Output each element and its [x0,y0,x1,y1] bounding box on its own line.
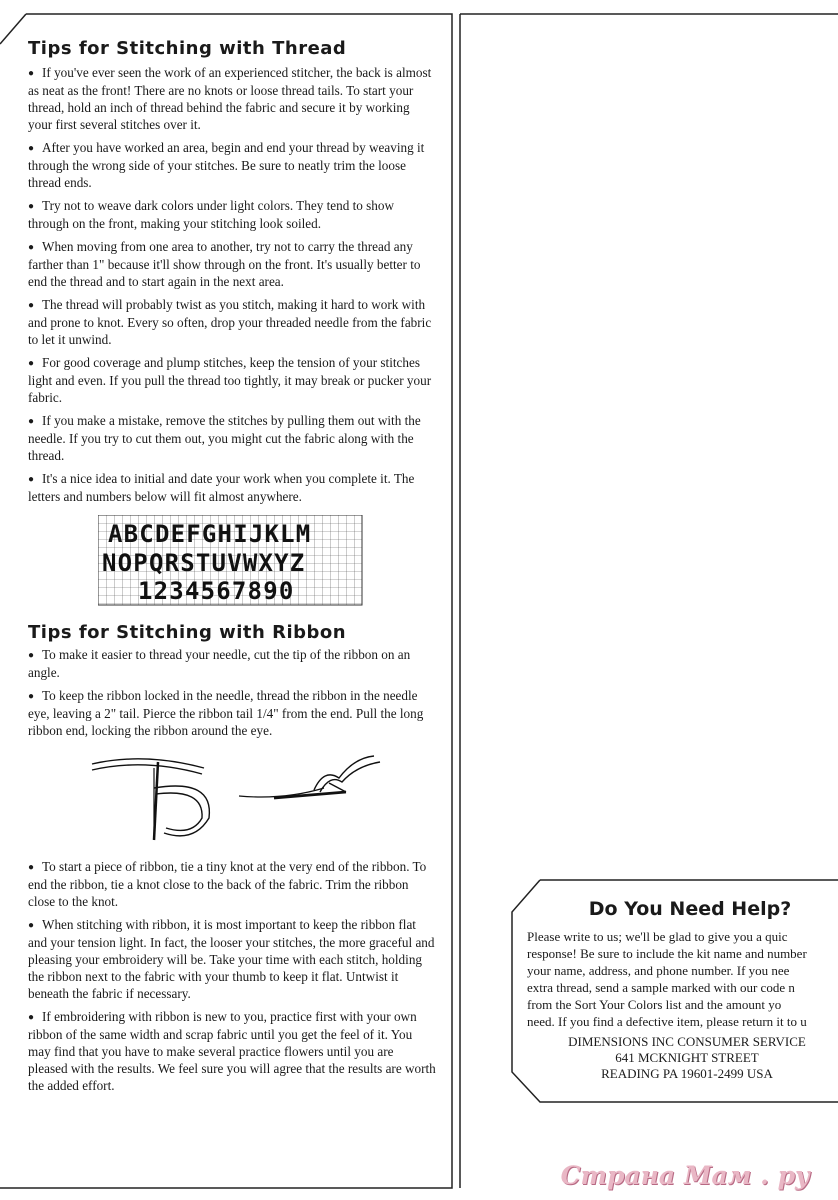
address-line: 641 MCKNIGHT STREET [615,1050,759,1065]
address-line: READING PA 19601-2499 USA [601,1066,773,1081]
ribbon-tip: ● To start a piece of ribbon, tie a tiny knot at the very end of the ribbon. To end the ribbon, tie a knot close to the back of the fabric. Trim the ribbon close to the knot. [28,859,427,909]
ribbon-tip: ● To keep the ribbon locked in the needle, thread the ribbon in the needle eye, leaving a 2" tail. Pierce the ribbon tail 1/4" from the end. Pull the long ribbon end, locking the ribbon around the eye. [28,688,424,738]
thread-tip: ● It's a nice idea to initial and date your work when you complete it. The letters and numbers below will fit almost anywhere. [28,471,415,504]
ribbon-tip: ● To make it easier to thread your needle, cut the tip of the ribbon on an angle. [28,647,411,680]
address-block [527,1034,838,1082]
thread-tip: ● The thread will probably twist as you stitch, making it hard to work with and prone to knot. Every so often, drop your threaded needle from the fabric to let it unwind. [28,297,432,347]
help-box [497,880,838,1100]
thread-tip: ● For good coverage and plump stitches, keep the tension of your stitches light and even. If you pull the thread too tightly, it may break or pucker your fabric. [28,355,432,405]
ribbon-tips-list-b [28,858,436,1100]
address-line: DIMENSIONS INC CONSUMER SERVICE [568,1034,806,1049]
alphabet-stitch-chart [98,515,364,607]
thread-tip: ● If you've ever seen the work of an experienced stitcher, the back is almost as neat as the front! There are no knots or loose thread tails. To start your thread, hold an inch of thread behind the fabric and secure it by working your first several stitches over it. [28,65,432,132]
ribbon-needle-illustration [84,748,424,848]
thread-tip: ● If you make a mistake, remove the stitches by pulling them out with the needle. If you try to cut them out, you might cut the fabric along with the thread. [28,413,421,463]
alphabet-row: NOPQRSTUVWXYZ [102,549,306,577]
alphabet-row: ABCDEFGHIJKLM [108,520,312,548]
help-text: Please write to us; we'll be glad to give you a quic response! Be sure to include the kit name and number your name, address, and phone number. If you nee extra thread, send a sample marked with our code n from the Sort Your Colors list and the amount yo need. If you find a defective item, please return it to u [527,929,807,1029]
ribbon-tip: ● If embroidering with ribbon is new to you, practice first with your own ribbon of the same width and scrap fabric until you get the feel of it. You may find that you have to make several practice flowers until you are pleased with the results. We feel sure you will agree that the results are worth the added effort. [28,1009,436,1093]
thread-tip: ● When moving from one area to another, try not to carry the thread any farther than 1" because it'll show through on the front. It's usually better to end the thread and to start again in the next area. [28,239,421,289]
heading-thread-tips: Tips for Stitching with Thread [28,38,347,59]
site-watermark: Страна Мам . ру [560,1161,810,1190]
number-row: 1234567890 [138,577,295,605]
help-title: Do You Need Help? [588,898,792,920]
thread-tip: ● After you have worked an area, begin and end your thread by weaving it through the wrong side of your stitches. Be sure to neatly trim the loose thread ends. [28,140,425,190]
thread-tips-list [28,64,436,511]
ribbon-tips-list-a [28,646,436,745]
ribbon-tip: ● When stitching with ribbon, it is most important to keep the ribbon flat and your tension light. In fact, the looser your stitches, the more graceful and pleasing your embroidery will be. Take your time with each stitch, holding the ribbon next to the fabric with your thumb to keep it flat. Untwist it beneath the fabric if necessary. [28,917,435,1001]
heading-ribbon-tips: Tips for Stitching with Ribbon [28,622,347,643]
thread-tip: ● Try not to weave dark colors under light colors. They tend to show through on the front, making your stitching look soiled. [28,198,394,231]
